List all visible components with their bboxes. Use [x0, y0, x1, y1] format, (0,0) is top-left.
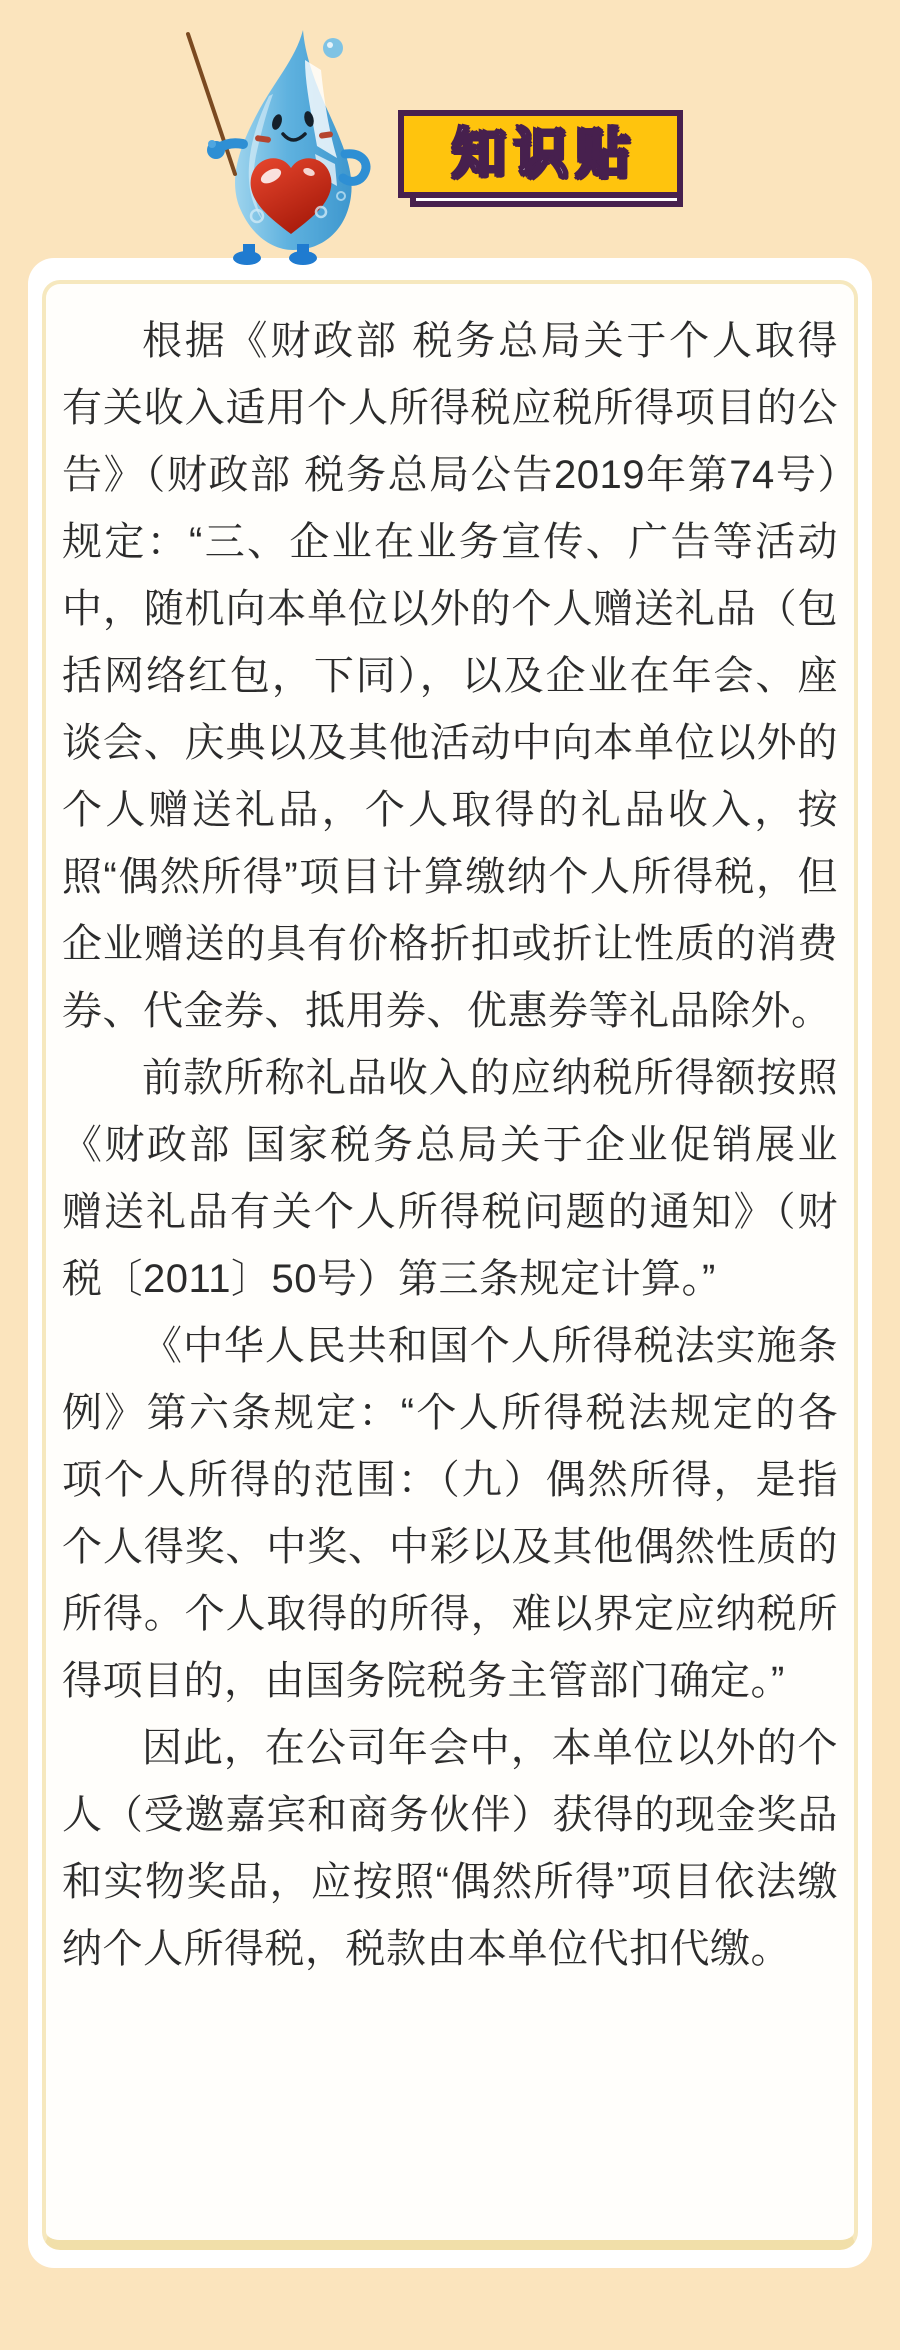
article-card	[28, 258, 872, 2268]
article-inner-panel	[42, 280, 858, 2250]
paragraph-3: 《中华人民共和国个人所得税法实施条例》第六条规定：“个人所得税法规定的各项个人所得的范围：（九）偶然所得，是指个人得奖、中奖、中彩以及其他偶然性质的所得。个人取得的所得，难以界定应纳税所得项目的，由国务院税务主管部门确定。”	[62, 1324, 838, 1703]
paragraph-2: 前款所称礼品收入的应纳税所得额按照《财政部 国家税务总局关于企业促销展业赠送礼品有关个人所得税问题的通知》（财税〔2011〕50号）第三条规定计算。”	[62, 1056, 838, 1301]
left-foot	[233, 251, 261, 265]
water-drop-mascot-icon	[185, 26, 390, 266]
knowledge-badge	[398, 110, 683, 198]
small-droplet	[323, 38, 343, 58]
badge-label: 知识贴	[451, 124, 638, 184]
hero-header	[0, 0, 900, 258]
right-foot	[289, 251, 317, 265]
badge-face	[398, 110, 683, 198]
paragraph-1: 根据《财政部 税务总局关于个人取得有关收入适用个人所得税应税所得项目的公告》（财政部 税务总局公告2019年第74号）规定：“三、企业在业务宣传、广告等活动中，随机向本单位以外的个人赠送礼品（包括网络红包，下同），以及企业在年会、座谈会、庆典以及其他活动中向本单位以外的个人赠送礼品，个人取得的礼品收入，按照“偶然所得”项目计算缴纳个人所得税，但企业赠送的具有价格折扣或折让性质的消费券、代金券、抵用券、优惠券等礼品除外。	[62, 319, 838, 1033]
paragraph-4: 因此，在公司年会中，本单位以外的个人（受邀嘉宾和商务伙伴）获得的现金奖品和实物奖品，应按照“偶然所得”项目依法缴纳个人所得税，税款由本单位代扣代缴。	[62, 1726, 838, 1971]
